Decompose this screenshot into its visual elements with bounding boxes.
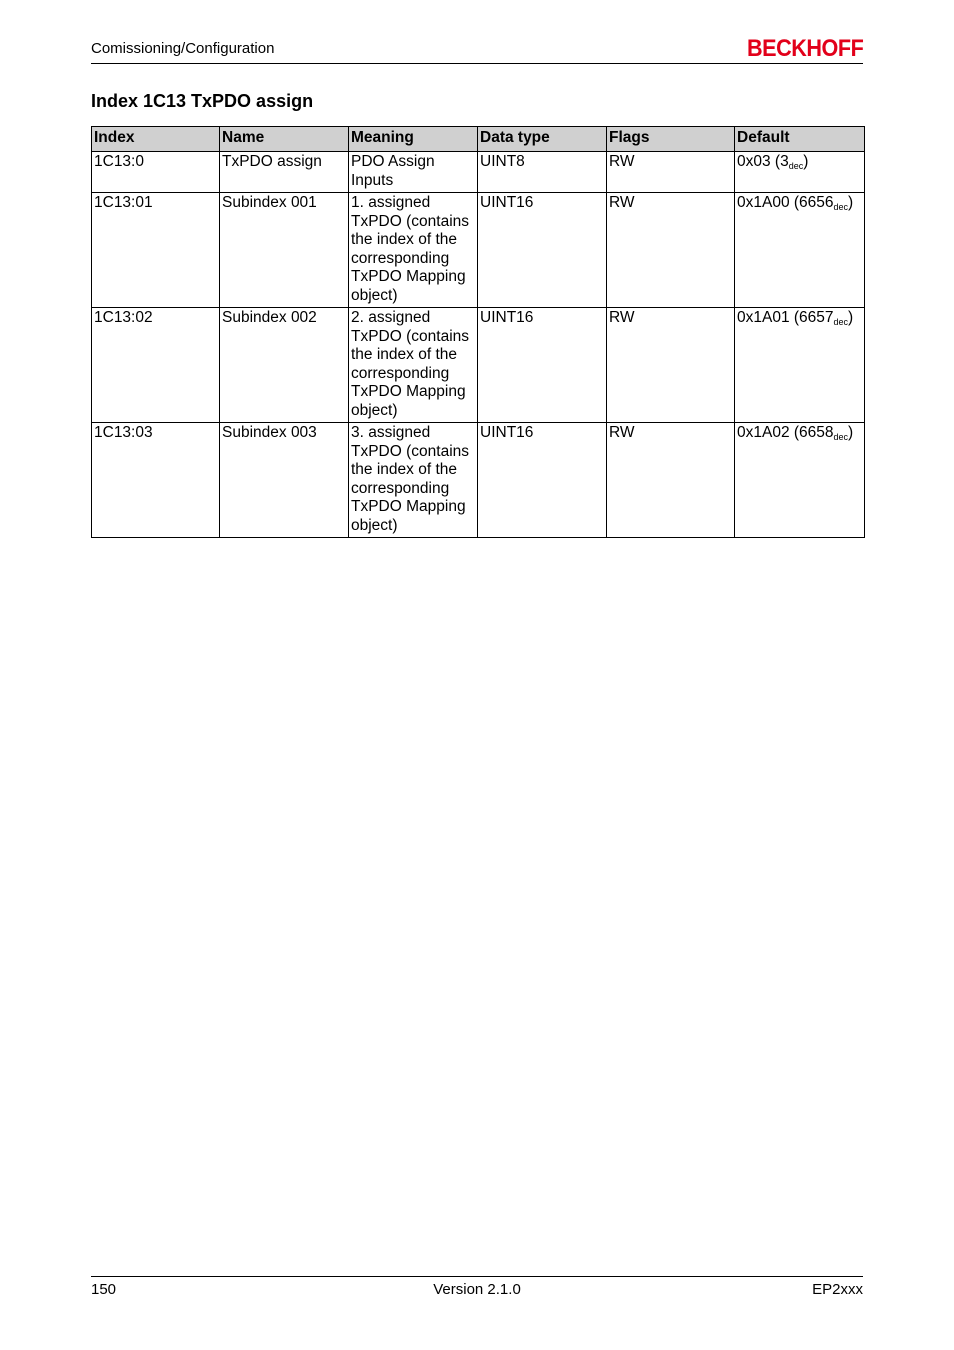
default-value: 0x1A00 (6656 [737,194,834,211]
cell-name: Subindex 001 [220,193,349,308]
cell-index: 1C13:0 [92,152,220,193]
table-row [92,193,865,308]
running-header-section: Comissioning/Configuration [91,40,275,57]
column-header-flags: Flags [607,127,735,152]
default-value: 0x1A02 (6658 [737,424,834,441]
cell-index: 1C13:03 [92,423,220,538]
column-header-data-type: Data type [478,127,607,152]
cell-flags: RW [607,308,735,423]
cell-meaning: PDO Assign Inputs [349,152,478,193]
column-header-default: Default [735,127,865,152]
cell-flags: RW [607,423,735,538]
cell-default [735,423,865,538]
default-unit: dec [788,161,804,171]
footer-divider [91,1276,863,1277]
object-table [91,126,865,538]
cell-meaning: 1. assigned TxPDO (contains the index of the corresponding TxPDO Mapping object) [349,193,478,308]
cell-meaning: 2. assigned TxPDO (contains the index of the corresponding TxPDO Mapping object) [349,308,478,423]
cell-default [735,308,865,423]
default-unit: dec [833,317,849,327]
column-header-meaning: Meaning [349,127,478,152]
cell-data-type: UINT16 [478,193,607,308]
table-row [92,308,865,423]
table-row [92,423,865,538]
cell-default [735,193,865,308]
default-close: ) [848,424,854,441]
default-close: ) [803,153,809,170]
cell-data-type: UINT16 [478,308,607,423]
table-row [92,152,865,193]
default-close: ) [848,309,854,326]
cell-index: 1C13:02 [92,308,220,423]
page-number: 150 [91,1281,117,1298]
cell-name: Subindex 002 [220,308,349,423]
cell-data-type: UINT8 [478,152,607,193]
page-title: Index 1C13 TxPDO assign [91,91,314,111]
default-close: ) [848,194,854,211]
header-divider [91,63,863,64]
beckhoff-logo: BECKHOFF [747,35,864,62]
default-value: 0x1A01 (6657 [737,309,834,326]
table-header-row [92,127,865,152]
cell-data-type: UINT16 [478,423,607,538]
column-header-name: Name [220,127,349,152]
cell-name: Subindex 003 [220,423,349,538]
product-name: EP2xxx [812,1281,863,1298]
cell-index: 1C13:01 [92,193,220,308]
cell-default [735,152,865,193]
default-value: 0x03 (3 [737,153,789,170]
cell-meaning: 3. assigned TxPDO (contains the index of the corresponding TxPDO Mapping object) [349,423,478,538]
column-header-index: Index [92,127,220,152]
default-unit: dec [833,202,849,212]
default-unit: dec [833,432,849,442]
cell-flags: RW [607,152,735,193]
cell-flags: RW [607,193,735,308]
document-version: Version 2.1.0 [433,1281,521,1298]
cell-name: TxPDO assign [220,152,349,193]
